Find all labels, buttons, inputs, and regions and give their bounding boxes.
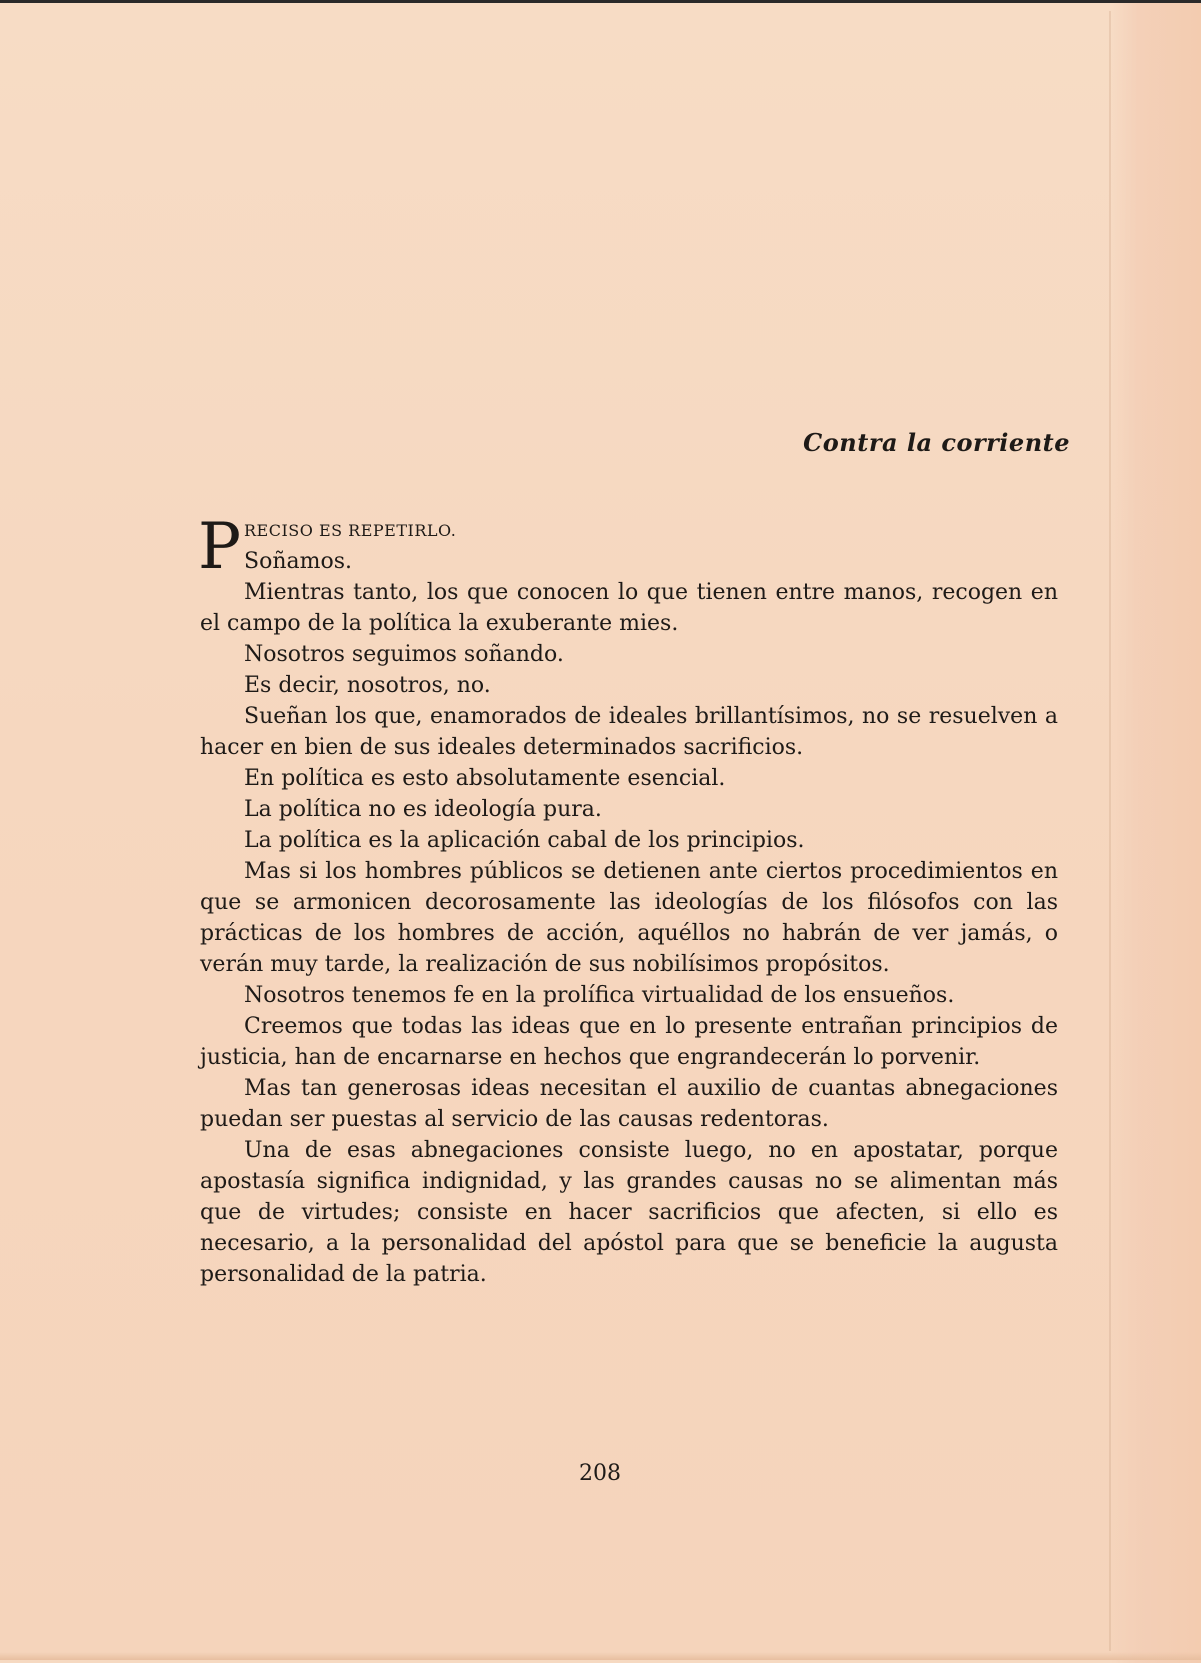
paragraph: En política es esto absolutamente esencial. <box>244 766 726 791</box>
page-number: 208 <box>579 1461 621 1486</box>
page-bottom-edge <box>0 1652 1201 1660</box>
paragraph: La política es la aplicación cabal de los principios. <box>244 828 805 853</box>
paragraph: Una de esas abnegaciones consiste luego, no en apostatar, porque apostasía significa indignidad, y las grandes causas no se alimentan más que de virtudes; consiste en hacer sacrificios que afecten, si ello es necesario, a la personalidad del apóstol para que se beneficie la augusta personalidad de la patria. <box>200 1138 1058 1287</box>
paragraph: Mas tan generosas ideas necesitan el auxilio de cuantas abnegaciones puedan ser puestas al servicio de las causas redentoras. <box>200 1076 1058 1132</box>
paragraph: Mas si los hombres públicos se detienen ante ciertos procedimientos en que se armonicen decorosamente las ideologías de los filósofos con las prácticas de los hombres de acción, aquéllos no habrán de ver jamás, o verán muy tarde, la realización de sus nobilísimos propósitos. <box>200 859 1058 977</box>
paragraph: Mientras tanto, los que conocen lo que tienen entre manos, recogen en el campo de la política la exuberante mies. <box>200 580 1058 636</box>
drop-cap: P <box>198 510 242 584</box>
page-right-edge <box>1111 3 1201 1663</box>
opening-smallcaps: RECISO ES REPETIRLO. <box>244 521 457 540</box>
paragraph: Soñamos. <box>244 549 352 574</box>
paragraph: Nosotros seguimos soñando. <box>244 642 564 667</box>
paragraph: Es decir, nosotros, no. <box>244 673 491 698</box>
paragraph: Creemos que todas las ideas que en lo presente entrañan principios de justicia, han de encarnarse en hechos que engrandecerán lo porvenir. <box>200 1014 1058 1070</box>
paragraph: Sueñan los que, enamorados de ideales brillantísimos, no se resuelven a hacer en bien de sus ideales determinados sacrificios. <box>200 704 1058 760</box>
paragraph: Nosotros tenemos fe en la prolífica virtualidad de los ensueños. <box>244 983 955 1008</box>
chapter-title: Contra la corriente <box>803 428 1070 457</box>
chapter-text <box>198 510 1058 1290</box>
paragraph: La política no es ideología pura. <box>244 797 602 822</box>
